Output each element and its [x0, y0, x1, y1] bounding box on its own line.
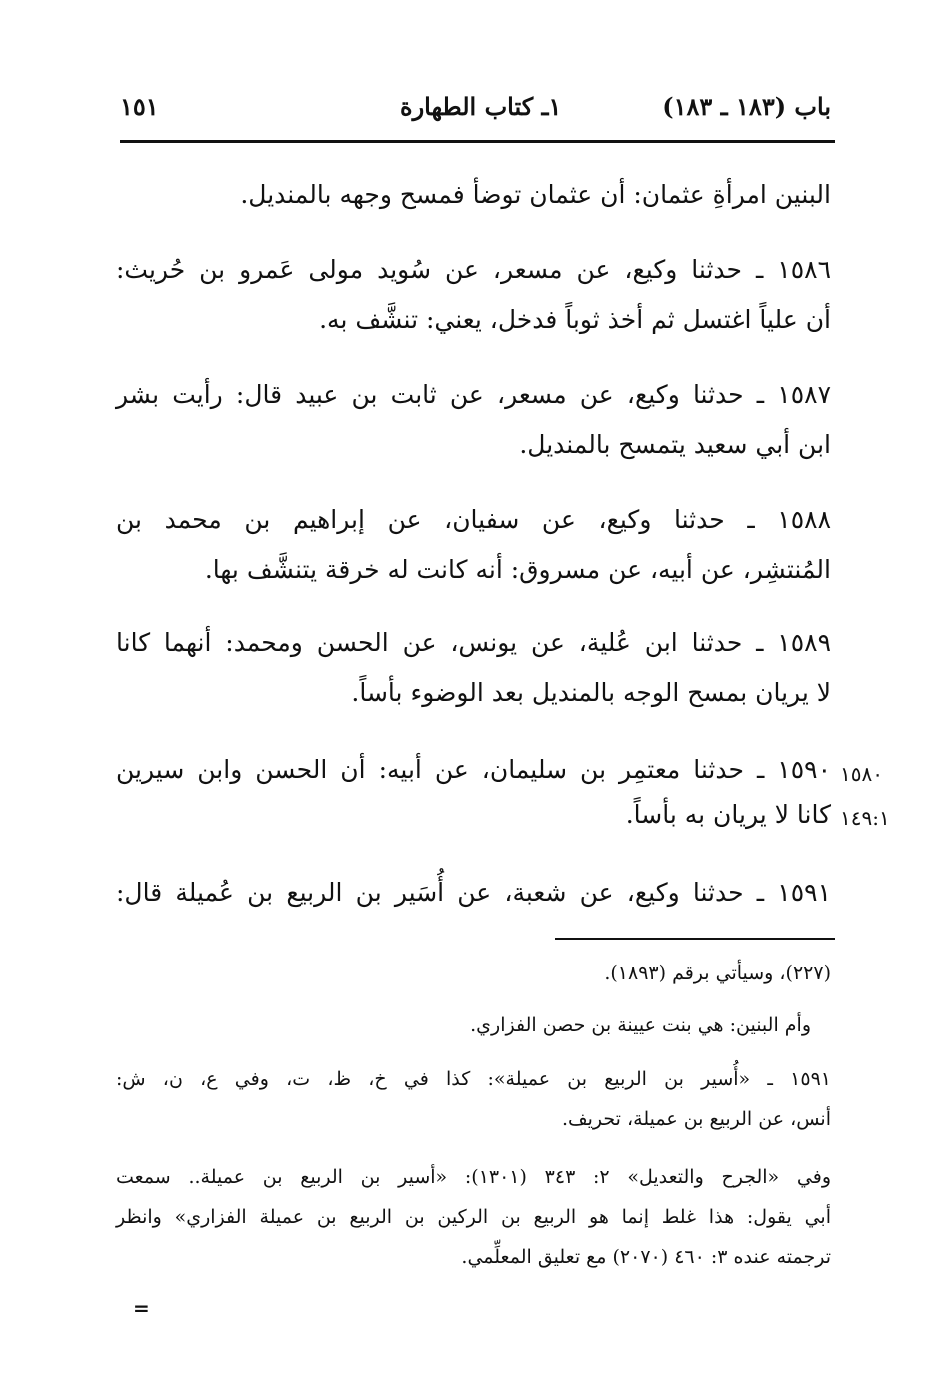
margin-reference: ١٥٨٠: [840, 762, 883, 786]
footnote-line: ترجمته عنده ٣: ٤٦٠ (٢٠٧٠) مع تعليق المعلِّمي.: [461, 1246, 831, 1268]
footnote-line: وأم البنين: هي بنت عيينة بن حصن الفزاري.: [470, 1014, 811, 1036]
hadith-1588-line: ١٥٨٨ ـ حدثنا وكيع، عن سفيان، عن إبراهيم بن محمد بن: [116, 505, 831, 534]
text-line: كانا لا يريان به بأساً.: [625, 800, 831, 829]
footnote-line: وفي «الجرح والتعديل» ٢: ٣٤٣ (١٣٠١): «أسير بن الربيع بن عميلة.. سمعت: [116, 1166, 831, 1188]
footnote-line: أبي يقول: هذا غلط إنما هو الربيع بن الركين بن الربيع بن عميلة الفزاري» وانظر: [116, 1206, 831, 1228]
text-line: لا يريان بمسح الوجه بالمنديل بعد الوضوء بأساً.: [351, 678, 831, 707]
hadith-1591-line: ١٥٩١ ـ حدثنا وكيع، عن شعبة، عن أُسَير بن الربيع بن عُميلة قال:: [116, 878, 831, 907]
book-title: ١ـ كتاب الطهارة: [400, 92, 562, 121]
text-line: البنين امرأةِ عثمان: أن عثمان توضأ فمسح وجهه بالمنديل.: [240, 180, 831, 209]
footnote-line: أنس، عن الربيع بن عميلة، تحريف.: [561, 1108, 831, 1130]
hadith-1587-line: ١٥٨٧ ـ حدثنا وكيع، عن مسعر، عن ثابت بن عبيد قال: رأيت بشر: [116, 380, 831, 409]
footnote-line: ١٥٩١ ـ «أُسير بن الربيع بن عميلة»: كذا في خ، ظ، ت، وفي ع، ن، ش:: [116, 1068, 831, 1090]
chapter-heading: باب (١٨٣ ـ ١٨٣): [662, 92, 831, 121]
text-line: ابن أبي سعيد يتمسح بالمنديل.: [519, 430, 831, 459]
page-number: ١٥١: [120, 92, 159, 121]
footnote-line: (٢٢٧)، وسيأتي برقم (١٨٩٣).: [604, 962, 831, 984]
text-line: المُنتشِر، عن أبيه، عن مسروق: أنه كانت له خرقة يتنشَّف بها.: [204, 555, 831, 584]
header-rule: [120, 140, 835, 143]
text-line: أن علياً اغتسل ثم أخذ ثوباً فدخل، يعني: تنشَّف به.: [319, 305, 831, 334]
hadith-1589-line: ١٥٨٩ ـ حدثنا ابن عُلية، عن يونس، عن الحسن ومحمد: أنهما كانا: [116, 628, 831, 657]
continuation-mark: =: [133, 1296, 150, 1320]
footnote-rule: [555, 938, 835, 940]
margin-reference: ١٤٩:١: [840, 806, 890, 830]
hadith-1586-line: ١٥٨٦ ـ حدثنا وكيع، عن مسعر، عن سُويد مولى عَمرو بن حُريث:: [116, 255, 831, 284]
hadith-1590-line: ١٥٩٠ ـ حدثنا معتمِر بن سليمان، عن أبيه: أن الحسن وابن سيرين: [116, 755, 831, 784]
